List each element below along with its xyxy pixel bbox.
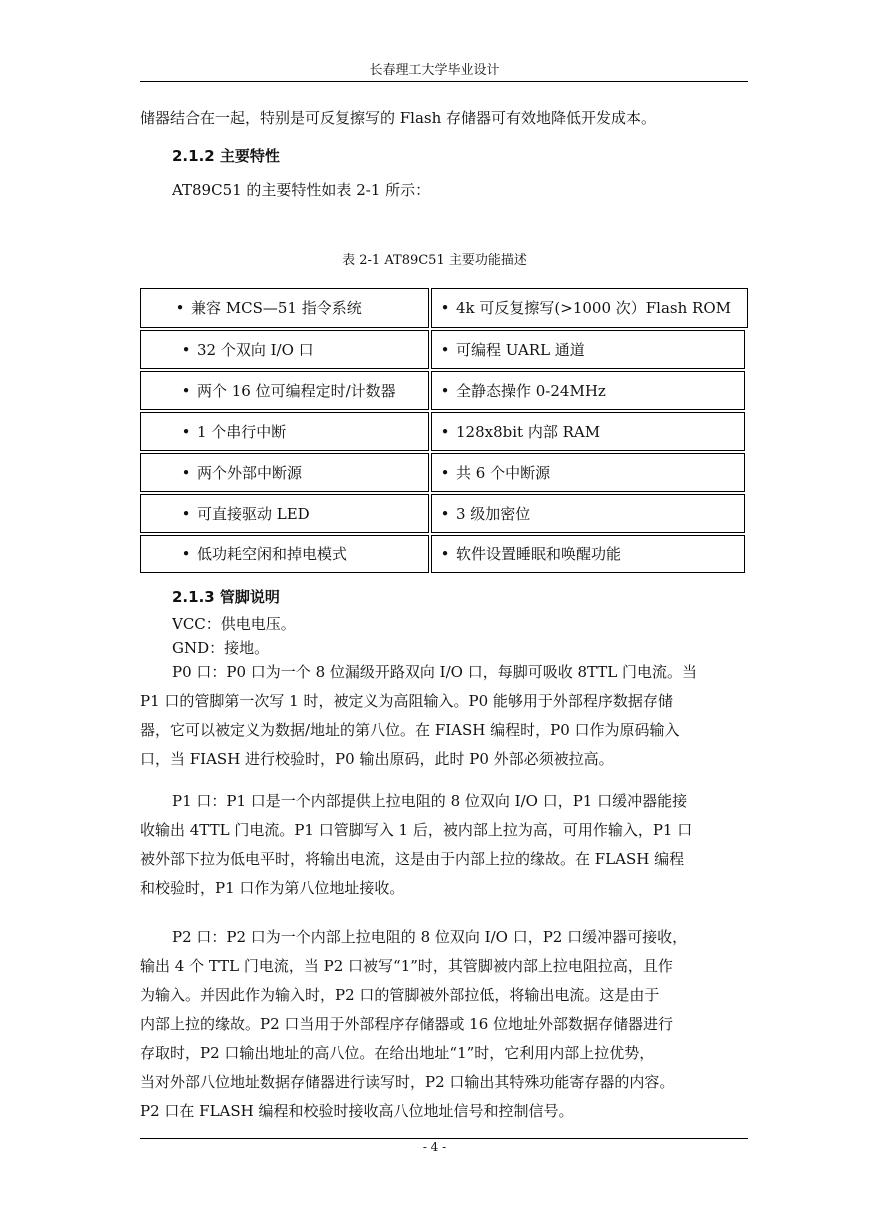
table-cell — [140, 535, 429, 573]
header-rule — [140, 81, 748, 82]
p0-paragraph-line: 器，它可以被定义为数据/地址的第八位。在 FIASH 编程时，P0 口作为原码输入 — [140, 721, 680, 739]
p0-paragraph-line: 口，当 FIASH 进行校验时，P0 输出原码，此时 P0 外部必须被拉高。 — [140, 750, 614, 768]
p0-paragraph-line: P0 口：P0 口为一个 8 位漏级开路双向 I/O 口，每脚可吸收 8TTL 门电流。当 — [172, 663, 698, 681]
bullet-icon: • — [440, 545, 450, 563]
p2-paragraph-line: 输出 4 个 TTL 门电流，当 P2 口被写“1”时，其管脚被内部上拉电阻拉高，且作 — [140, 957, 673, 975]
table-cell — [140, 288, 429, 328]
table-cell — [431, 330, 745, 369]
bullet-icon: • — [181, 422, 191, 441]
table-cell — [140, 412, 429, 451]
bullet-icon: • — [440, 463, 450, 482]
bullet-icon: • — [440, 299, 450, 317]
table-cell-text: 4k 可反复擦写(>1000 次）Flash ROM — [456, 299, 731, 317]
bullet-icon: • — [181, 545, 191, 563]
p2-paragraph-line: 内部上拉的缘故。P2 口当用于外部程序存储器或 16 位地址外部数据存储器进行 — [140, 1015, 674, 1033]
table-cell — [431, 494, 745, 533]
table-cell-text: 两个 16 位可编程定时/计数器 — [197, 381, 396, 400]
p1-paragraph-line: P1 口：P1 口是一个内部提供上拉电阻的 8 位双向 I/O 口，P1 口缓冲器能接 — [172, 792, 688, 810]
page-header-title: 长春理工大学毕业设计 — [369, 63, 500, 78]
p1-paragraph-line: 被外部下拉为低电平时，将输出电流，这是由于内部上拉的缘故。在 FLASH 编程 — [140, 850, 685, 868]
table-cell-text: 全静态操作 0-24MHz — [456, 381, 606, 400]
section-2-1-2-text: AT89C51 的主要特性如表 2-1 所示： — [172, 181, 431, 199]
section-heading-2-1-2: 2.1.2 主要特性 — [172, 147, 280, 165]
bullet-icon: • — [440, 422, 450, 441]
p0-paragraph-line: P1 口的管脚第一次写 1 时，被定义为高阻输入。P0 能够用于外部程序数据存储 — [140, 692, 673, 710]
table-cell-text: 32 个双向 I/O 口 — [197, 340, 314, 359]
bullet-icon: • — [175, 299, 185, 317]
footer-rule — [140, 1138, 748, 1139]
bullet-icon: • — [181, 504, 191, 523]
table-cell — [431, 412, 745, 451]
table-cell-text: 1 个串行中断 — [197, 422, 287, 441]
bullet-icon: • — [440, 504, 450, 523]
bullet-icon: • — [440, 381, 450, 400]
p1-paragraph-line: 收输出 4TTL 门电流。P1 口管脚写入 1 后，被内部上拉为高，可用作输入，P1 口 — [140, 821, 693, 839]
p2-paragraph-line: 当对外部八位地址数据存储器进行读写时，P2 口输出其特殊功能寄存器的内容。 — [140, 1073, 675, 1091]
p2-paragraph-line: P2 口在 FLASH 编程和校验时接收高八位地址信号和控制信号。 — [140, 1102, 574, 1120]
table-cell-text: 共 6 个中断源 — [456, 463, 551, 482]
p2-paragraph-line: 存取时，P2 口输出地址的高八位。在给出地址“1”时，它利用内部上拉优势， — [140, 1044, 655, 1062]
table-cell — [431, 453, 745, 492]
table-cell-text: 软件设置睡眠和唤醒功能 — [456, 545, 622, 563]
table-cell — [431, 535, 745, 573]
p2-paragraph-line: P2 口：P2 口为一个内部上拉电阻的 8 位双向 I/O 口，P2 口缓冲器可接收， — [172, 928, 688, 946]
table-cell-text: 两个外部中断源 — [197, 463, 303, 482]
table-cell — [140, 453, 429, 492]
section-heading-2-1-3: 2.1.3 管脚说明 — [172, 588, 280, 606]
table-cell — [431, 371, 745, 410]
table-cell — [140, 330, 429, 369]
bullet-icon: • — [181, 463, 191, 482]
table-cell-text: 3 级加密位 — [456, 504, 531, 523]
intro-line: 储器结合在一起，特别是可反复擦写的 Flash 存储器可有效地降低开发成本。 — [140, 109, 657, 127]
table-cell — [431, 288, 748, 328]
table-cell — [140, 494, 429, 533]
gnd-line: GND：接地。 — [172, 639, 270, 657]
p1-paragraph-line: 和校验时，P1 口作为第八位地址接收。 — [140, 879, 405, 897]
bullet-icon: • — [181, 381, 191, 400]
p2-paragraph-line: 为输入。并因此作为输入时，P2 口的管脚被外部拉低，将输出电流。这是由于 — [140, 986, 660, 1004]
bullet-icon: • — [181, 340, 191, 359]
table-caption: 表 2-1 AT89C51 主要功能描述 — [342, 253, 527, 268]
bullet-icon: • — [440, 340, 450, 359]
table-cell-text: 128x8bit 内部 RAM — [456, 422, 601, 441]
table-cell-text: 可直接驱动 LED — [197, 504, 310, 523]
table-cell-text: 可编程 UARL 通道 — [456, 340, 585, 359]
table-cell-text: 兼容 MCS—51 指令系统 — [191, 299, 362, 317]
vcc-line: VCC：供电电压。 — [172, 615, 296, 633]
table-cell-text: 低功耗空闲和掉电模式 — [197, 545, 348, 563]
page-number: - 4 - — [422, 1140, 447, 1154]
table-cell — [140, 371, 429, 410]
